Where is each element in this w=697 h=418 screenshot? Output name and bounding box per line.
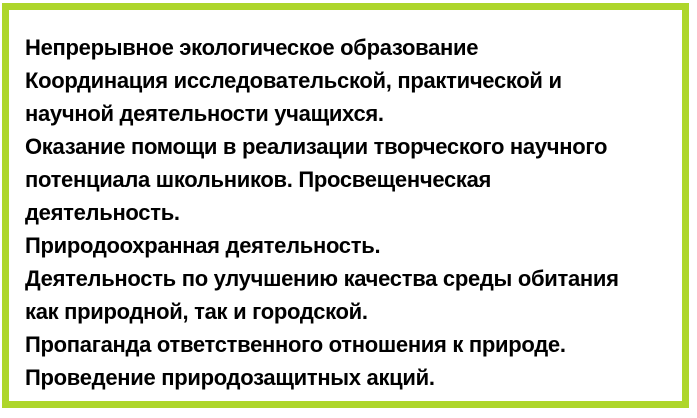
text-line: Пропаганда ответственного отношения к природе. bbox=[25, 332, 566, 357]
text-line: Координация исследовательской, практической и bbox=[25, 68, 562, 93]
text-line: Природоохранная деятельность. bbox=[25, 233, 381, 258]
text-line: научной деятельности учащихся. bbox=[25, 101, 384, 126]
text-box-content bbox=[9, 10, 682, 394]
text-line: Оказание помощи в реализации творческого научного bbox=[25, 134, 608, 159]
text-line: потенциала школьников. Просвещенческая bbox=[25, 167, 492, 192]
text-line: как природной, так и городской. bbox=[25, 299, 368, 324]
text-line: Проведение природозащитных акций. bbox=[25, 365, 435, 390]
text-line: Деятельность по улучшению качества среды обитания bbox=[25, 266, 619, 291]
text-line: деятельность. bbox=[25, 200, 180, 225]
text-line: Непрерывное экологическое образование bbox=[25, 35, 479, 60]
text-box-frame bbox=[2, 3, 689, 408]
